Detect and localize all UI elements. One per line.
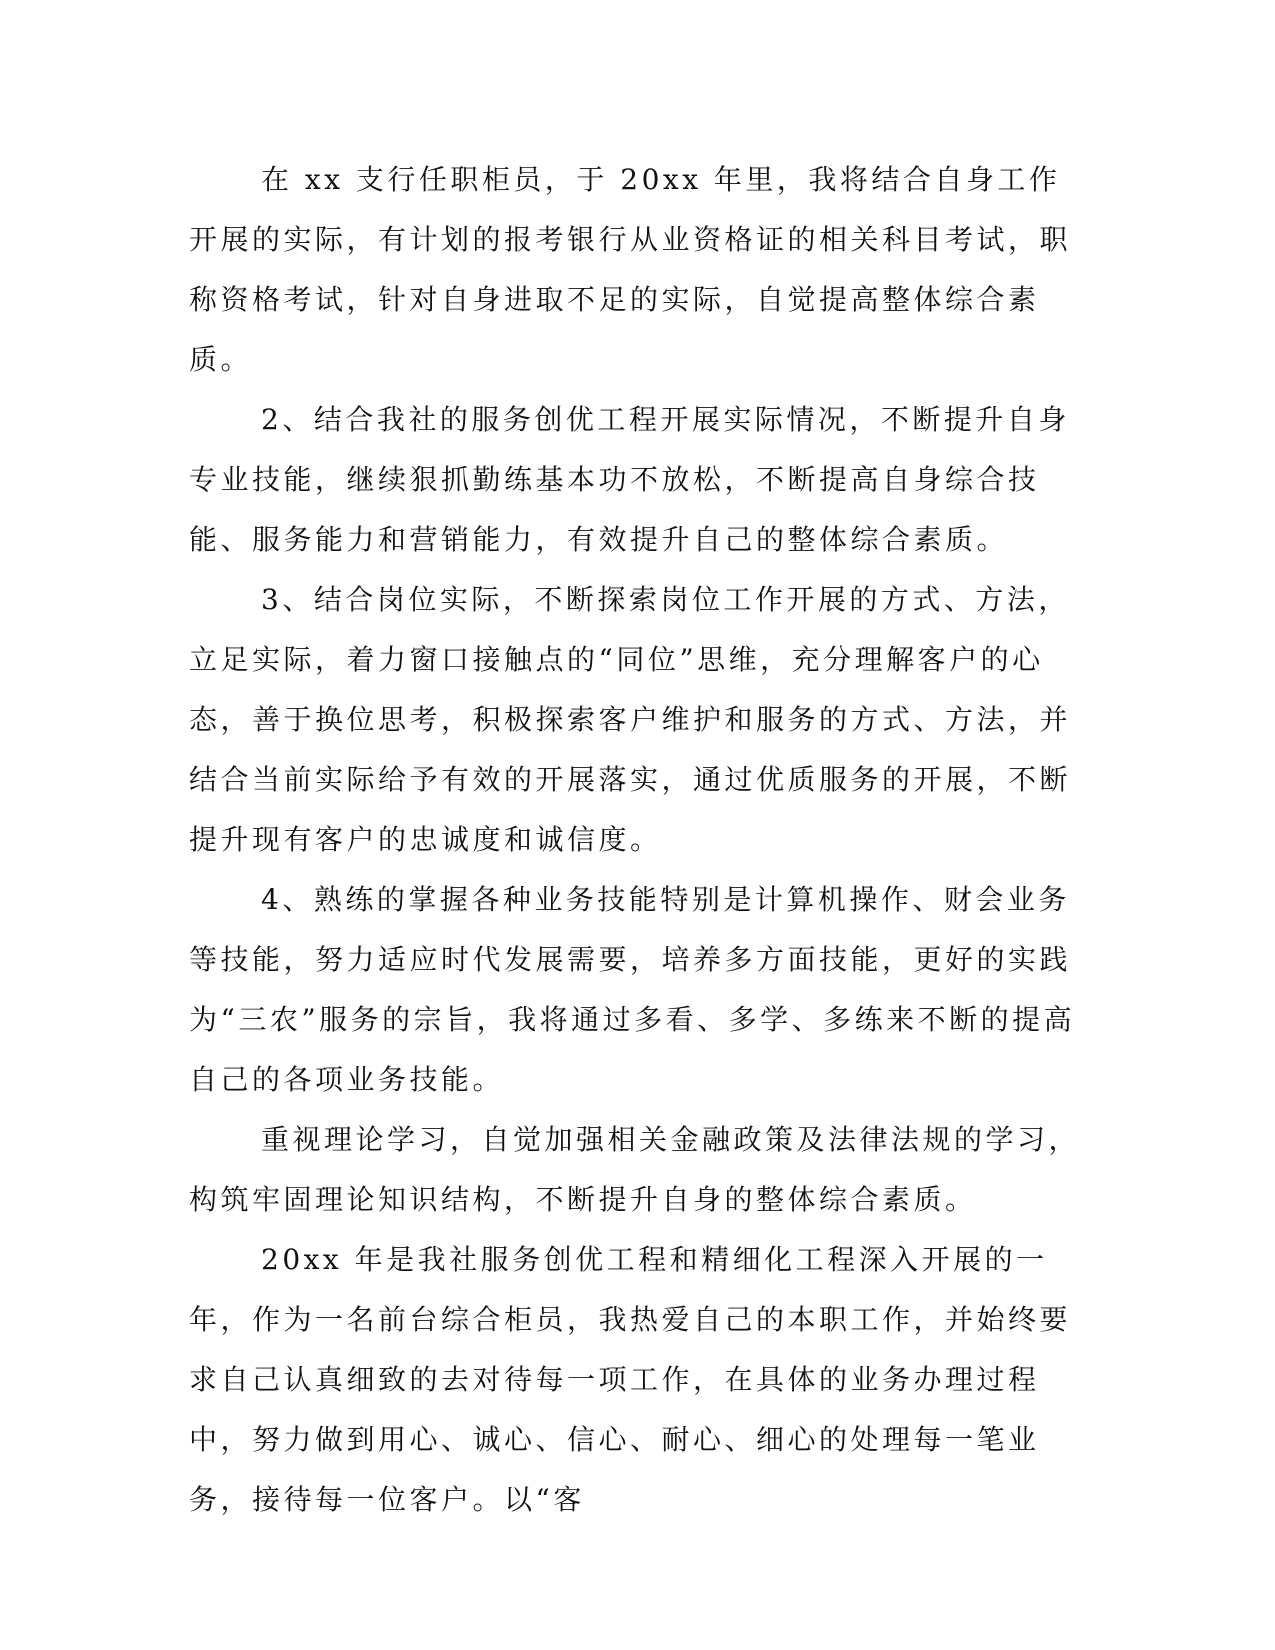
paragraph-exam-plan: 在 xx 支行任职柜员，于 20xx 年里，我将结合自身工作开展的实际，有计划的报考银行从业资格证的相关科目考试，职称资格考试，针对自身进取不足的实际，自觉提高整体综合素质。	[189, 163, 1072, 376]
paragraph-business-skills: 4、熟练的掌握各种业务技能特别是计算机操作、财会业务等技能，努力适应时代发展需要，培养多方面技能，更好的实践为“三农”服务的宗旨，我将通过多看、多学、多练来不断的提高自己的各项业务技能。	[189, 883, 1076, 1096]
paragraph-theory-study: 重视理论学习，自觉加强相关金融政策及法律法规的学习，构筑牢固理论知识结构，不断提升自身的整体综合素质。	[189, 1123, 1081, 1216]
paragraph-service-skills: 2、结合我社的服务创优工程开展实际情况，不断提升自身专业技能，继续狠抓勤练基本功不放松，不断提高自身综合技能、服务能力和营销能力，有效提升自己的整体综合素质。	[189, 403, 1070, 556]
paragraph-annual-summary: 20xx 年是我社服务创优工程和精细化工程深入开展的一年，作为一名前台综合柜员，我热爱自己的本职工作，并始终要求自己认真细致的去对待每一项工作，在具体的业务办理过程中，努力做到用心、诚心、信心、耐心、细心的处理每一笔业务，接待每一位客户。以“客	[189, 1243, 1072, 1516]
paragraph-position-practice: 3、结合岗位实际，不断探索岗位工作开展的方式、方法，立足实际，着力窗口接触点的“同位”思维，充分理解客户的心态，善于换位思考，积极探索客户维护和服务的方式、方法，并结合当前实际给予有效的开展落实，通过优质服务的开展，不断提升现有客户的忠诚度和诚信度。	[189, 583, 1072, 856]
document-body	[189, 150, 1089, 1530]
